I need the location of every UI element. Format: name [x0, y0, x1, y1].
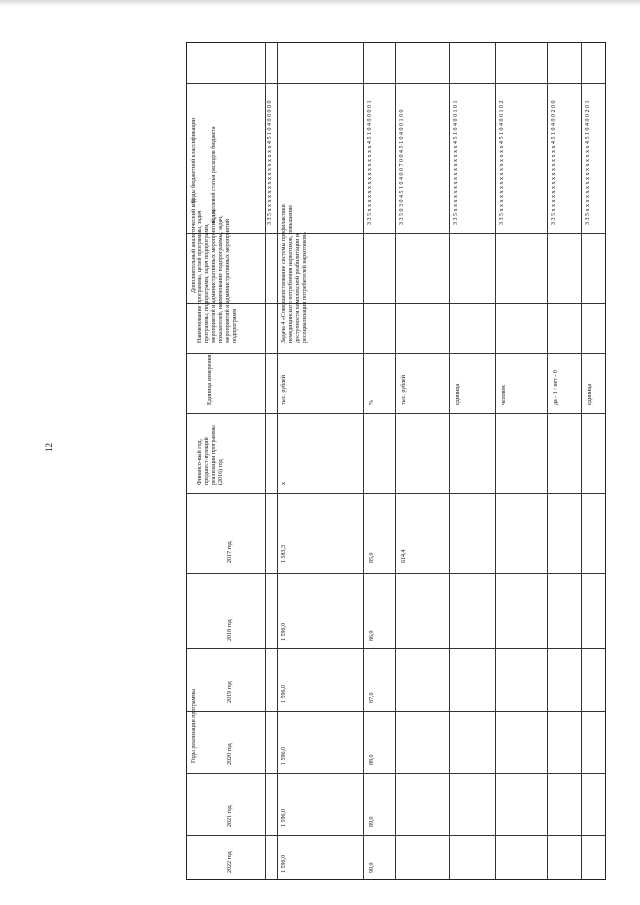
row-name: Задача 4 «Совершенствование системы профилактики немедицинского потребления наркотиков, повышение доступности комплексной реабилитации и ресоциализации потребителей наркотиков»	[281, 204, 308, 343]
row-unit: %	[369, 400, 375, 405]
header-analytic: Дополнительный аналитический код	[191, 198, 197, 293]
header-target-code: код целевой статьи расходов бюджета	[211, 126, 217, 223]
divider	[187, 233, 605, 234]
header-2022: 2022 год	[227, 851, 233, 873]
row-2017: 1 583,3	[281, 545, 287, 563]
row-codes: 3 3 5 x x x x x x x x x x x x x x x 4 5 1 0 4 0 0 1 0 1	[453, 100, 459, 225]
header-2019: 2019 год	[227, 681, 233, 703]
row-fact: x	[281, 482, 287, 485]
header-2017: 2017 год	[227, 541, 233, 563]
row-2022: 90,0	[369, 862, 375, 873]
divider	[187, 413, 605, 414]
divider	[187, 493, 605, 494]
header-name: Наименование программы, целей программы, задач программы, подпрограмм, задач подпрограмм, мероприятий и административных мероприятий, их показателей, наименование подпрограммы, задач, мероприятий и административных мероприятий подпрограмм	[197, 209, 238, 343]
data-table	[186, 42, 606, 880]
header-fact: Финансо-вый год, предшест-вующий реализации программы (2016) год	[197, 425, 224, 485]
row-codes: 3 3 5 x x x x x x x x x x x x x x x 4 5 1 0 4 0 0 0 0 1	[367, 100, 373, 225]
row-2021: 1 596,0	[281, 809, 287, 827]
divider	[187, 353, 605, 354]
header-2020: 2020 год	[227, 743, 233, 765]
row-unit: единица	[587, 383, 593, 405]
divider	[363, 43, 364, 879]
row-2017: 85,0	[369, 552, 375, 563]
row-codes: 3 3 5 x x x x x x x x x x x x x x x 4 5 1 0 4 0 0 1 0 2	[499, 100, 505, 225]
row-2020: 1 596,0	[281, 747, 287, 765]
row-2019: 87,0	[369, 692, 375, 703]
divider	[449, 43, 450, 879]
row-2021: 89,0	[369, 816, 375, 827]
divider	[187, 303, 605, 304]
header-unit: Единица измерения	[207, 354, 213, 405]
divider	[187, 573, 605, 574]
header-2021: 2021 год	[227, 805, 233, 827]
row-unit: человек	[501, 384, 507, 405]
divider	[495, 43, 496, 879]
divider	[187, 83, 605, 84]
row-codes: 3 3 5 x x x x x x x x x x x x x x x 4 5 1 0 4 0 0 2 0 0	[551, 100, 557, 225]
row-codes: 3 3 5 x x x x x x x x x x x x x x x 4 5 1 0 4 0 0 2 0 1	[585, 100, 591, 225]
row-2018: 1 596,0	[281, 623, 287, 641]
divider	[265, 43, 266, 879]
header-codes: Коды бюджетной классификации	[191, 118, 197, 203]
row-unit: тыс. рублей	[281, 375, 287, 405]
page-number: 12	[44, 443, 54, 452]
divider	[277, 43, 278, 879]
row-unit: тыс. рублей	[401, 375, 407, 405]
row-unit: да - 1 / нет - 0	[553, 370, 559, 405]
row-2019: 1 596,0	[281, 685, 287, 703]
header-2018: 2018 год	[227, 619, 233, 641]
header-years: Годы реализации программы	[191, 688, 197, 763]
row-codes: 3 3 5 x x x x x x x x x x x x x x x 4 5 1 0 4 0 0 0 0 0	[267, 100, 273, 225]
divider	[547, 43, 548, 879]
divider	[187, 835, 605, 836]
row-2018: 86,0	[369, 630, 375, 641]
divider	[187, 773, 605, 774]
row-unit: единица	[455, 383, 461, 405]
scan-edge	[0, 0, 640, 6]
divider	[187, 711, 605, 712]
row-codes: 3 3 5 0 3 0 4 5 1 0 4 0 0 7 0 0 4 5 1 0 4 0 0 1 0 0	[399, 109, 405, 225]
row-2022: 1 596,0	[281, 855, 287, 873]
divider	[395, 43, 396, 879]
divider	[187, 648, 605, 649]
row-2020: 88,0	[369, 754, 375, 765]
row-2017: 614,4	[401, 549, 407, 563]
divider	[581, 43, 582, 879]
